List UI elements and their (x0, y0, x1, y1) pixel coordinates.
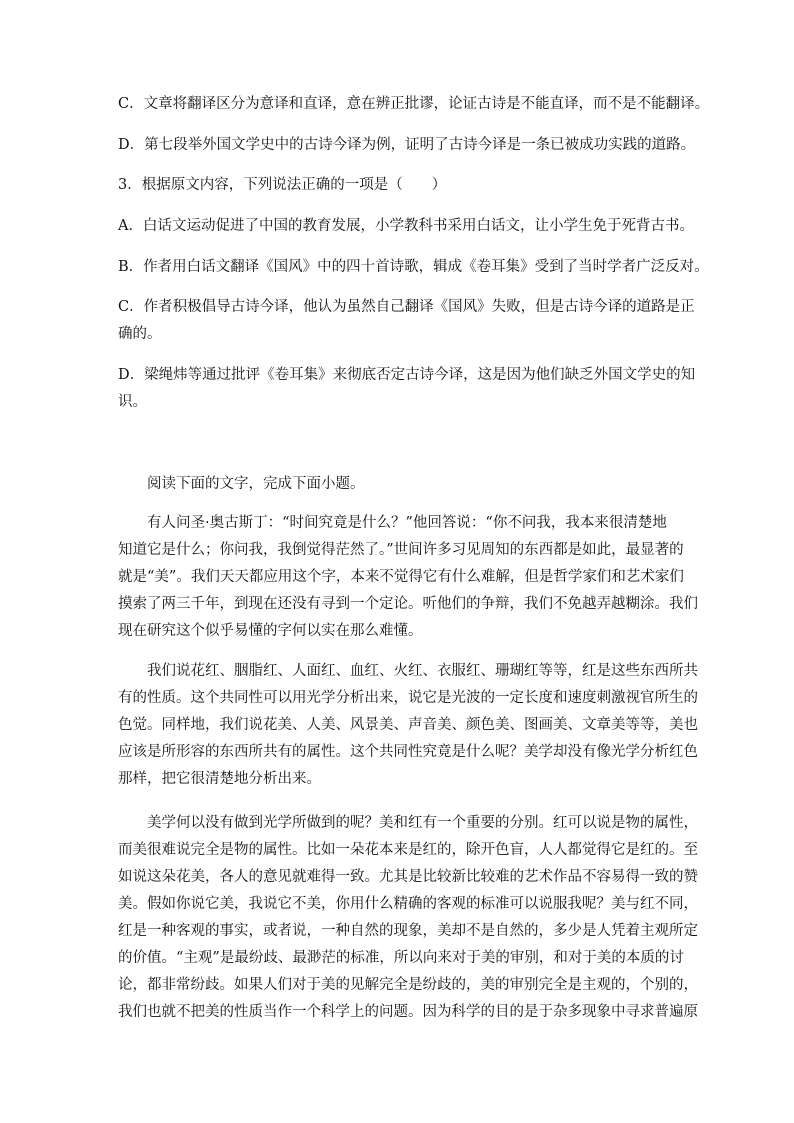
paragraph-line: 知道它是什么；你问我，我倒觉得茫然了。”世间许多习见周知的东西都是如此，最显著的 (118, 542, 684, 558)
paragraph-line: 我们也就不把美的性质当作一个科学上的问题。因为科学的目的是于杂多现象中寻求普遍原 (118, 1004, 698, 1020)
reading-paragraph-2 (118, 658, 698, 793)
paragraph-line: 现在研究这个似乎易懂的字何以实在那么难懂。 (118, 623, 423, 639)
paragraph-line: 色觉。同样地，我们说花美、人美、风景美、声音美、颜色美、图画美、文章美等等，美也 (118, 717, 698, 733)
paragraph-line: 有的性质。这个共同性可以用光学分析出来，说它是光波的一定长度和速度刺激视官所生的 (118, 690, 698, 706)
q3-option-c-line-1: C．作者积极倡导古诗今译，他认为虽然自己翻译《国风》失败，但是古诗今译的道路是正 (118, 299, 695, 315)
paragraph-line: 而美很难说完全是物的属性。比如一朵花本来是红的，除开色盲，人人都觉得它是红的。至 (118, 842, 698, 858)
reading-paragraph-3 (118, 810, 698, 1026)
paragraph-line: 应该是所形容的东西所共有的属性。这个共同性究竟是什么呢？美学却没有像光学分析红色 (118, 744, 698, 760)
q2-option-d: D．第七段举外国文学史中的古诗今译为例，证明了古诗今译是一条已被成功实践的道路。 (118, 137, 696, 153)
paragraph-line: 美学何以没有做到光学所做到的呢？美和红有一个重要的分别。红可以说是物的属性， (147, 815, 698, 831)
q3-option-b: B．作者用白话文翻译《国风》中的四十首诗歌，辑成《卷耳集》受到了当时学者广泛反对。 (118, 259, 709, 275)
q2-option-c: C．文章将翻译区分为意译和直译，意在辨正批谬，论证古诗是不能直译，而不是不能翻译。 (118, 96, 710, 112)
paragraph-line: 摸索了两三千年，到现在还没有寻到一个定论。听他们的争辩，我们不免越弄越糊涂。我们 (118, 596, 698, 612)
paragraph-line: 我们说花红、胭脂红、人面红、血红、火红、衣服红、珊瑚红等等，红是这些东西所共 (147, 663, 698, 679)
q3-stem: 3．根据原文内容，下列说法正确的一项是（ ） (118, 177, 447, 193)
q3-option-c-line-2: 确的。 (118, 326, 162, 342)
reading-instruction: 阅读下面的文字，完成下面小题。 (147, 476, 365, 492)
q3-option-c (118, 294, 695, 348)
paragraph-line: 论，都非常纷歧。如果人们对于美的见解完全是纷歧的，美的审别完全是主观的，个别的， (118, 977, 698, 993)
paragraph-line: 就是“美”。我们天天都应用这个字，本来不觉得它有什么难解，但是哲学家们和艺术家们 (118, 569, 684, 585)
q3-option-d (118, 362, 696, 416)
paragraph-line: 那样，把它很清楚地分析出来。 (118, 771, 321, 787)
paragraph-line: 红是一种客观的事实，或者说，一种自然的现象，美却不是自然的，多少是人凭着主观所定 (118, 923, 698, 939)
reading-paragraph-1 (118, 510, 698, 645)
q3-option-a: A．白话文运动促进了中国的教育发展，小学教科书采用白话文，让小学生免于死背古书。 (118, 218, 694, 234)
paragraph-line: 如说这朵花美，各人的意见就难得一致。尤其是比较新比较难的艺术作品不容易得一致的赞 (118, 869, 698, 885)
paragraph-line: 的价值。“主观”是最纷歧、最渺茫的标准，所以向来对于美的审别，和对于美的本质的讨 (118, 950, 684, 966)
q3-option-d-line-2: 识。 (118, 394, 147, 410)
q3-option-d-line-1: D．梁绳炜等通过批评《卷耳集》来彻底否定古诗今译，这是因为他们缺乏外国文学史的知 (118, 367, 696, 383)
paragraph-line: 美。假如你说它美，我说它不美，你用什么精确的客观的标准可以说服我呢？美与红不同， (118, 896, 698, 912)
paragraph-line: 有人问圣·奥古斯丁：“时间究竟是什么？”他回答说：“你不问我，我本来很清楚地 (147, 515, 667, 531)
